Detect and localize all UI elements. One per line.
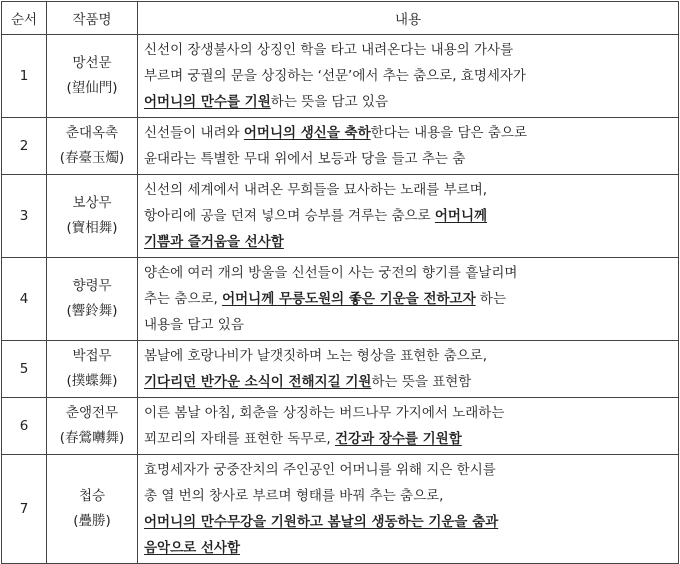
dance-description [138, 258, 679, 341]
row-number: 5 [2, 341, 47, 398]
description-text: 내용을 담고 있음 [144, 317, 244, 333]
dance-title-hanja: (望仙門) [66, 80, 118, 96]
description-text: 꾀꼬리의 자태를 표현한 독무로, [144, 431, 335, 447]
highlighted-phrase: 기다리던 반가운 소식이 전해지길 기원 [144, 374, 372, 390]
description-line [144, 400, 674, 426]
dance-title-hanja: (春臺玉燭) [59, 150, 125, 166]
description-text: 봄날에 호랑나비가 날갯짓하며 노는 형상을 표현한 춤으로, [144, 348, 488, 364]
description-text: 총 열 번의 창사로 부르며 형태를 바꿔 추는 춤으로, [144, 488, 444, 504]
description-line [144, 483, 674, 509]
table-row [2, 455, 679, 564]
row-number: 3 [2, 175, 47, 258]
table-row [2, 118, 679, 175]
dance-description [138, 118, 679, 175]
description-line [144, 286, 674, 312]
description-text: 하는 뜻을 담고 있음 [270, 94, 388, 110]
dance-title-korean: 춘대옥촉 [65, 125, 119, 141]
description-line [144, 203, 674, 229]
highlighted-phrase: 건강과 장수를 기원함 [335, 431, 462, 447]
table-row [2, 341, 679, 398]
header-content: 내용 [138, 2, 679, 35]
description-text: 신선의 세계에서 내려온 무희들을 묘사하는 노래를 부르며, [144, 182, 488, 198]
description-text: 부르며 궁궐의 문을 상징하는 ‘선문’에서 추는 춤으로, 효명세자가 [144, 68, 526, 84]
table-row [2, 175, 679, 258]
highlighted-phrase: 어머니의 생신을 축하 [243, 125, 371, 141]
dance-description [138, 398, 679, 455]
description-text: 하는 뜻을 표현함 [371, 374, 472, 390]
description-line [144, 89, 674, 115]
dance-title-cell [47, 118, 138, 175]
row-number: 7 [2, 455, 47, 564]
description-line [144, 369, 674, 395]
dance-title-korean: 향령무 [72, 278, 112, 294]
description-line [144, 426, 674, 452]
highlighted-phrase: 어머니께 무릉도원의 좋은 기운을 전하고자 [222, 291, 476, 307]
dance-table [1, 1, 679, 564]
dance-title-korean: 첩승 [78, 488, 106, 504]
dance-title-cell [47, 455, 138, 564]
dance-title-hanja: (寶相舞) [66, 220, 118, 236]
dance-title-cell [47, 175, 138, 258]
dance-title-hanja: (春鶯囀舞) [59, 430, 125, 446]
header-order: 순서 [2, 2, 47, 35]
dance-title-cell [47, 341, 138, 398]
dance-title-korean: 망선문 [72, 55, 112, 71]
highlighted-phrase: 어머니의 만수무강을 기원하고 봄날의 생동하는 기운을 춤과 [144, 514, 499, 530]
description-line [144, 535, 674, 561]
description-text: 하는 [475, 291, 507, 307]
description-line [144, 229, 674, 255]
dance-description [138, 341, 679, 398]
header-title: 작품명 [47, 2, 138, 35]
description-text: 항아리에 공을 던져 넣으며 승부를 겨루는 춤으로 [144, 208, 435, 224]
table-row [2, 398, 679, 455]
description-text: 효명세자가 궁중잔치의 주인공인 어머니를 위해 지은 한시를 [144, 462, 496, 478]
description-line [144, 509, 674, 535]
table-row [2, 258, 679, 341]
dance-title-korean: 보상무 [72, 195, 112, 211]
table-header-row [2, 2, 679, 35]
dance-title-korean: 박접무 [72, 348, 112, 364]
dance-title-hanja: (撲蝶舞) [66, 373, 118, 389]
row-number: 6 [2, 398, 47, 455]
description-text: 신선이 장생불사의 상징인 학을 타고 내려온다는 내용의 가사를 [144, 42, 514, 58]
dance-title-cell [47, 258, 138, 341]
description-line [144, 120, 674, 146]
description-text: 양손에 여러 개의 방울을 신선들이 사는 궁전의 향기를 흩날리며 [144, 265, 518, 281]
description-line [144, 177, 674, 203]
description-text: 윤대라는 특별한 무대 위에서 보등과 당을 들고 추는 춤 [144, 151, 466, 167]
dance-description [138, 455, 679, 564]
description-line [144, 312, 674, 338]
highlighted-phrase: 어머니의 만수를 기원 [144, 94, 271, 110]
row-number: 2 [2, 118, 47, 175]
highlighted-phrase: 어머니께 [434, 208, 488, 224]
highlighted-phrase: 음악으로 선사함 [144, 540, 240, 556]
description-text: 추는 춤으로, [144, 291, 223, 307]
description-text: 이른 봄날 아침, 회춘을 상징하는 버드나무 가지에서 노래하는 [144, 405, 505, 421]
dance-description [138, 175, 679, 258]
table-row [2, 35, 679, 118]
dance-title-korean: 춘앵전무 [65, 405, 119, 421]
description-line [144, 146, 674, 172]
row-number: 1 [2, 35, 47, 118]
highlighted-phrase: 기쁨과 즐거움을 선사함 [144, 234, 284, 250]
description-line [144, 63, 674, 89]
dance-title-hanja: (響鈴舞) [66, 303, 118, 319]
dance-title-cell [47, 398, 138, 455]
description-text: 한다는 내용을 담은 춤으로 [370, 125, 527, 141]
row-number: 4 [2, 258, 47, 341]
dance-title-cell [47, 35, 138, 118]
table-body [2, 35, 679, 564]
dance-description [138, 35, 679, 118]
description-line [144, 260, 674, 286]
dance-title-hanja: (疊勝) [73, 513, 111, 529]
description-line [144, 37, 674, 63]
description-line [144, 457, 674, 483]
description-line [144, 343, 674, 369]
description-text: 신선들이 내려와 [144, 125, 244, 141]
